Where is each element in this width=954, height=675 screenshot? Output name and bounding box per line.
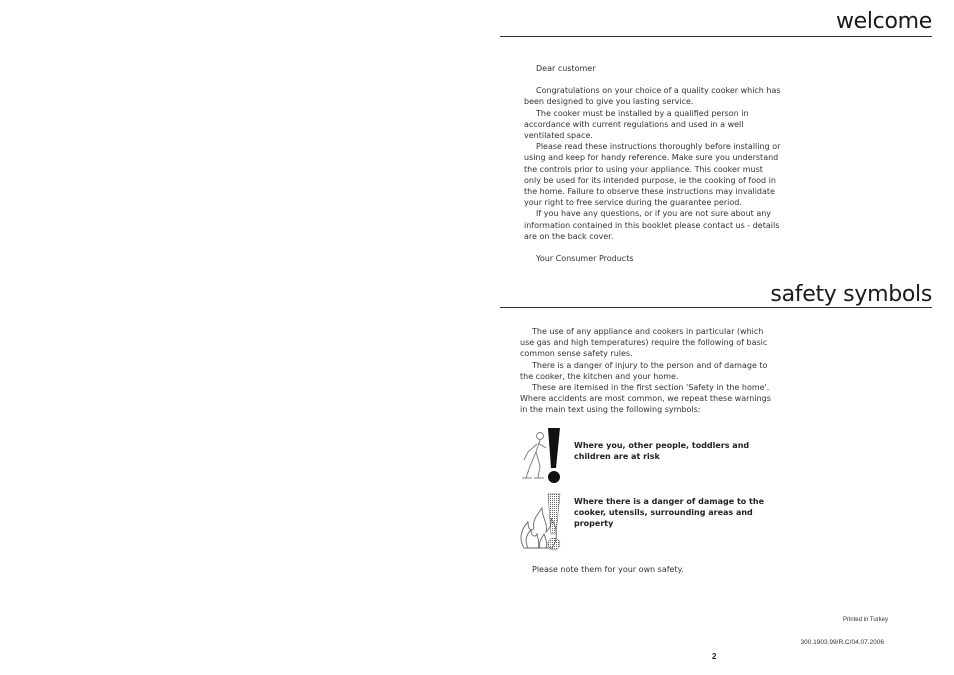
- printed-in: Printed in Turkey: [842, 617, 888, 623]
- person-warning-icon: [518, 426, 568, 484]
- welcome-paragraph: The cooker must be installed by a qualified person in accordance with current regulations and used in a well ventilated space.: [524, 108, 749, 141]
- safety-closing: [532, 564, 782, 575]
- closing-text: Please note them for your own safety.: [532, 565, 684, 574]
- safety-paragraph: There is a danger of injury to the person and of damage to the cooker, the kitchen and your home.: [520, 360, 768, 381]
- safety-paragraph: These are itemised in the first section 'Safety in the home'. Where accidents are most common, we repeat these warnings in the main text using the following symbols:: [520, 383, 771, 415]
- welcome-paragraph: Please read these instructions thoroughly before installing or using and keep for handy reference. Make sure you understand the controls prior to using your appliance. This cooker must only be used for its intended purpose, ie the cooking of food in the home. Failure to observe these instructions may invalidate your right to free service during the guarantee period.: [524, 142, 781, 208]
- welcome-rule: [500, 36, 932, 37]
- page-number: 2: [712, 652, 717, 661]
- safety-body: [520, 326, 778, 416]
- symbol-person-text: Where you, other people, toddlers and children are at risk: [574, 441, 750, 462]
- document-code: 300.1903.99/R.C/04.07.2006: [800, 639, 884, 646]
- welcome-paragraph: Congratulations on your choice of a quality cooker which has been designed to give you lasting service.: [524, 86, 781, 107]
- symbol-fire-text: Where there is a danger of damage to the cooker, utensils, surrounding areas and property: [574, 497, 764, 529]
- safety-paragraph: The use of any appliance and cookers in particular (which use gas and high temperatures) require the following of basic common sense safety rules.: [520, 327, 768, 359]
- welcome-body: [524, 63, 782, 264]
- fire-warning-icon: [518, 492, 568, 552]
- welcome-heading: welcome: [835, 9, 932, 34]
- salutation: Dear customer: [536, 64, 596, 73]
- signoff: Your Consumer Products: [536, 254, 634, 264]
- safety-heading: safety symbols: [770, 282, 932, 307]
- welcome-paragraph: If you have any questions, or if you are not sure about any information contained in this booklet please contact us - details are on the back cover.: [524, 209, 780, 241]
- safety-rule: [500, 307, 932, 308]
